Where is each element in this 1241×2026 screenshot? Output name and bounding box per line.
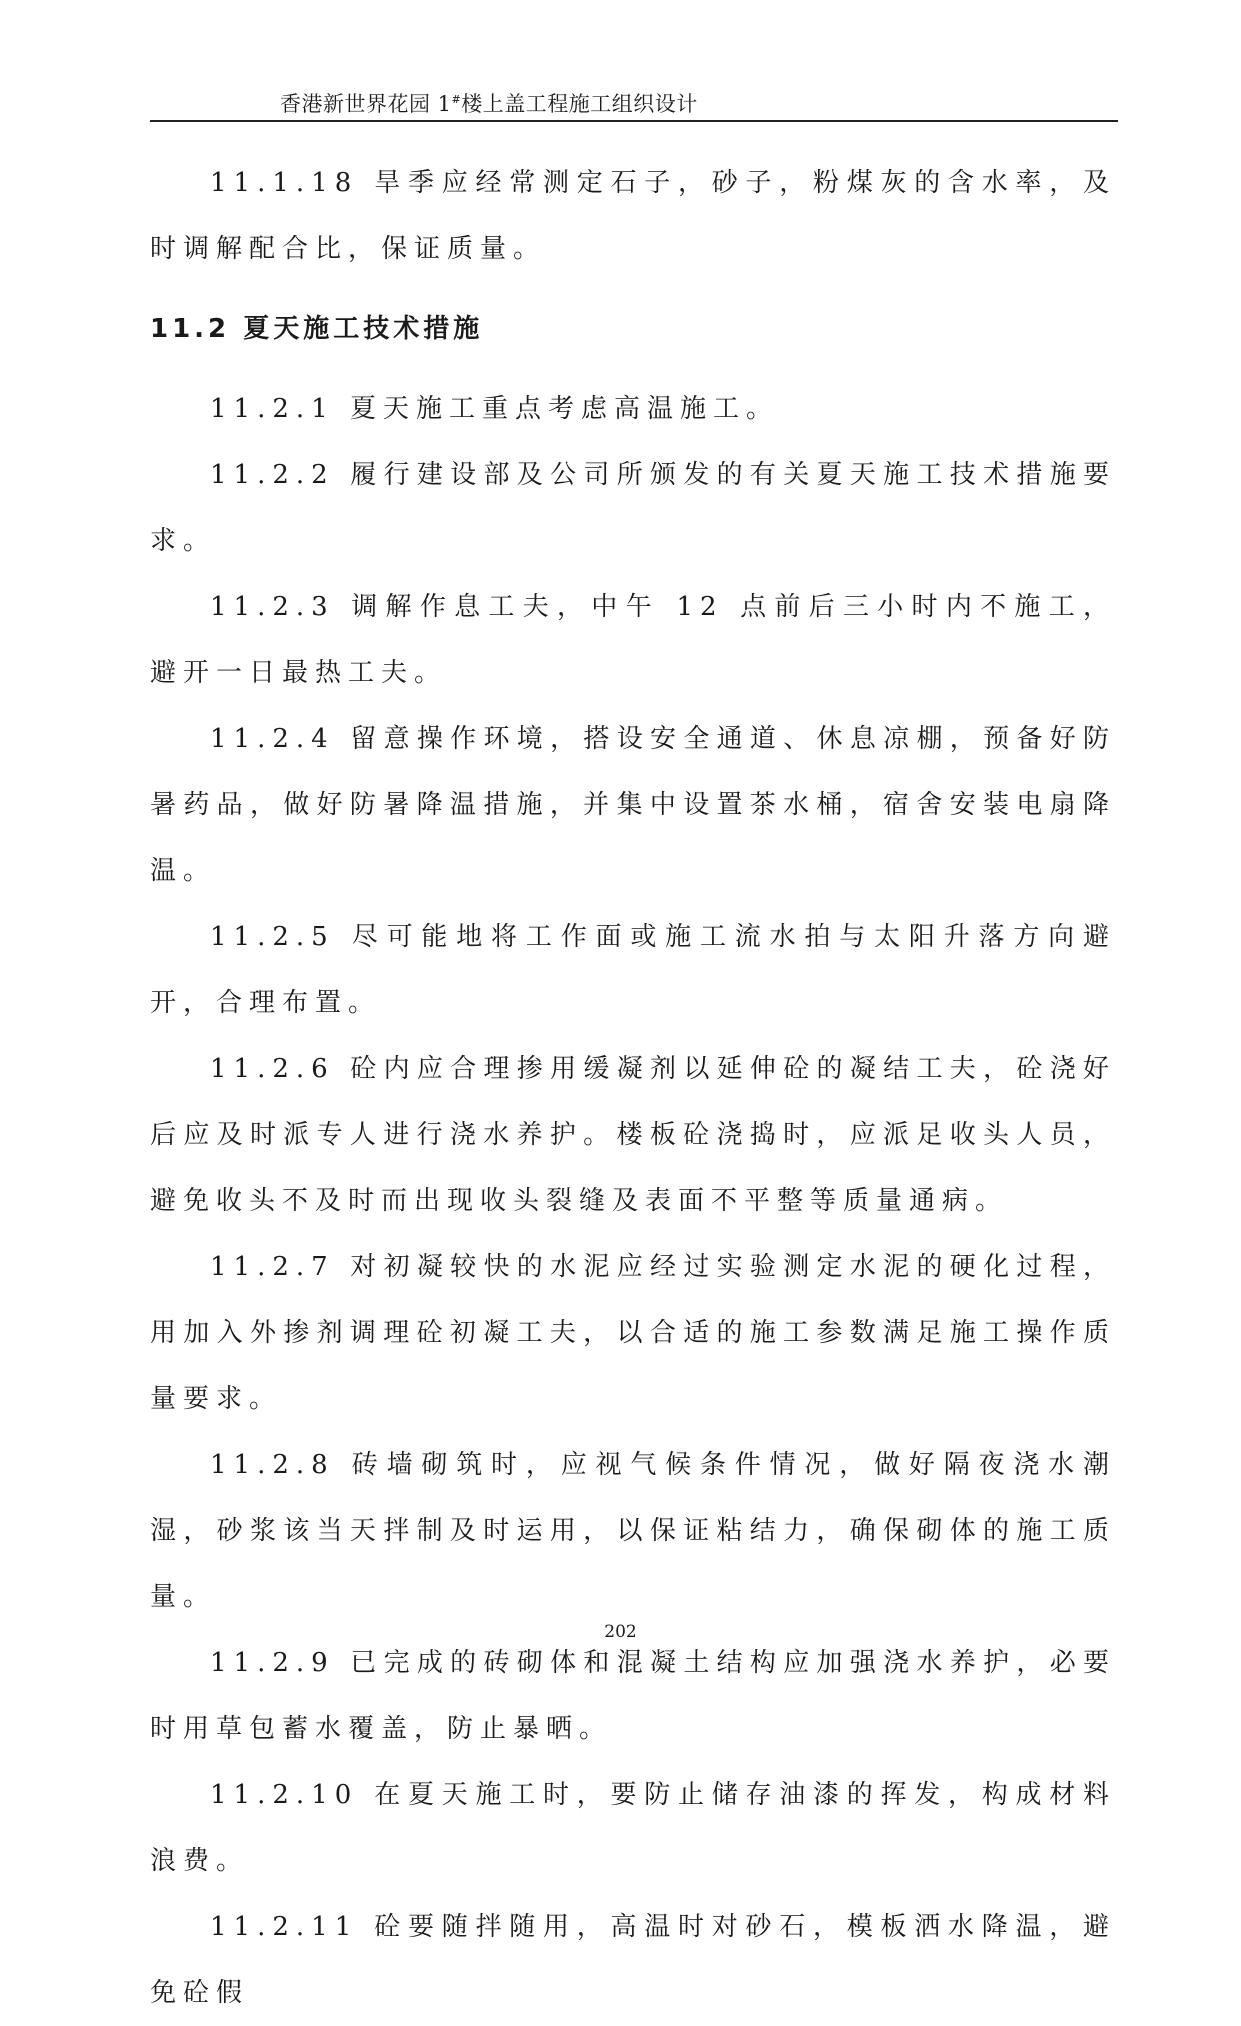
section-heading: 11.2 夏天施工技术措施 — [150, 314, 484, 344]
paragraph-11-2-6: 11.2.6 砼内应合理掺用缓凝剂以延伸砼的凝结工夫，砼浇好后应及时派专人进行浇水养护。楼板砼浇捣时，应派足收头人员，避免收头不及时而出现收头裂缝及表面不平整等质量通病。 — [150, 1054, 1116, 1216]
title-part-2: 楼上盖工程施工组织设计 — [461, 92, 698, 116]
paragraph-11-2-1: 11.2.1 夏天施工重点考虑高温施工。 — [210, 394, 779, 424]
paragraph-11-2-7: 11.2.7 对初凝较快的水泥应经过实验测定水泥的硬化过程，用加入外掺剂调理砼初凝工夫，以合适的施工参数满足施工操作质量要求。 — [150, 1252, 1116, 1414]
paragraph-11-2-9: 11.2.9 已完成的砖砌体和混凝土结构应加强浇水养护，必要时用草包蓄水覆盖，防止暴晒。 — [150, 1648, 1116, 1744]
title-part-1: 香港新世界花园 1 — [280, 92, 452, 116]
page-header — [150, 86, 1118, 122]
document-title — [280, 88, 698, 118]
paragraph-11-2-4: 11.2.4 留意操作环境，搭设安全通道、休息凉棚，预备好防暑药品，做好防暑降温措施，并集中设置茶水桶，宿舍安装电扇降温。 — [150, 724, 1116, 886]
document-body — [150, 150, 1116, 2026]
paragraph-11-2-8: 11.2.8 砖墙砌筑时，应视气候条件情况，做好隔夜浇水潮湿，砂浆该当天拌制及时运用，以保证粘结力，确保砌体的施工质量。 — [150, 1450, 1116, 1612]
title-superscript: # — [451, 93, 462, 106]
paragraph-11-2-3: 11.2.3 调解作息工夫，中午 12 点前后三小时内不施工，避开一日最热工夫。 — [150, 592, 1116, 688]
paragraph-11-2-2: 11.2.2 履行建设部及公司所颁发的有关夏天施工技术措施要求。 — [150, 460, 1116, 556]
paragraph-11-2-5: 11.2.5 尽可能地将工作面或施工流水拍与太阳升落方向避开，合理布置。 — [150, 922, 1116, 1018]
page-number: 202 — [604, 1622, 637, 1642]
paragraph-11-2-11: 11.2.11 砼要随拌随用，高温时对砂石，模板洒水降温，避免砼假 — [150, 1912, 1116, 2008]
paragraph-11-2-10: 11.2.10 在夏天施工时，要防止储存油漆的挥发，构成材料浪费。 — [150, 1780, 1116, 1876]
paragraph-11-1-18: 11.1.18 旱季应经常测定石子，砂子，粉煤灰的含水率，及时调解配合比，保证质量。 — [150, 168, 1116, 264]
